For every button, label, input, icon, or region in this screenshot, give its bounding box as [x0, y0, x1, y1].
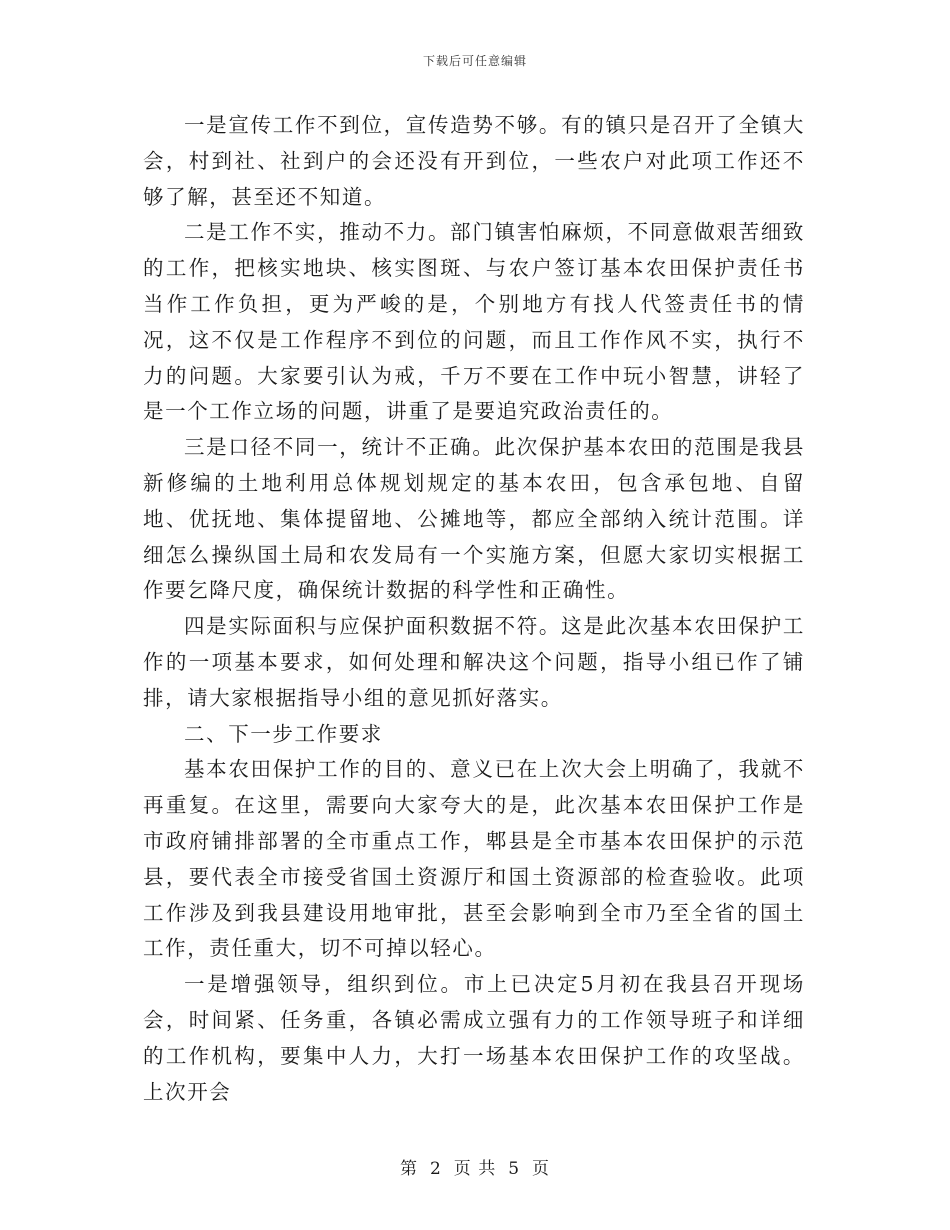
- section-heading: 二、下一步工作要求: [184, 721, 383, 746]
- paragraph: 三是口径不同一，统计不正确。此次保护基本农田的范围是我县新修编的土地利用总体规划规定的基本农田，包含承包地、自留地、优抚地、集体提留地、公摊地等，都应全部纳入统计范围。详细怎么操纵国土局和农发局有一个实施方案，但愿大家切实根据工作要乞降尺度，确保统计数据的科学性和正确性。: [143, 435, 805, 603]
- footer-middle: 页 共: [453, 1159, 497, 1179]
- page-header: 下载后可任意编辑: [422, 54, 527, 68]
- paragraph: 基本农田保护工作的目的、意义已在上次大会上明确了，我就不再重复。在这里，需要向大家夸大的是，此次基本农田保护工作是市政府铺排部署的全市重点工作，郫县是全市基本农田保护的示范县，要代表全市接受省国土资源厅和国土资源部的检查验收。此项工作涉及到我县建设用地审批，甚至会影响到全市乃至全省的国土工作，责任重大，切不可掉以轻心。: [143, 757, 805, 961]
- footer-prefix: 第: [399, 1159, 418, 1179]
- total-pages-number: 5: [508, 1159, 521, 1179]
- document-body: [143, 108, 805, 1110]
- page-footer: [0, 1154, 950, 1179]
- paragraph: 一是增强领导，组织到位。市上已决定5月初在我县召开现场会，时间紧、任务重，各镇必需成立强有力的工作领导班子和详细的工作机构，要集中人力，大打一场基本农田保护工作的攻坚战。上次开会: [143, 972, 805, 1104]
- footer-suffix: 页: [532, 1159, 551, 1179]
- paragraph: 二是工作不实，推动不力。部门镇害怕麻烦，不同意做艰苦细致的工作，把核实地块、核实图斑、与农户签订基本农田保护责任书当作工作负担，更为严峻的是，个别地方有找人代签责任书的情况，这不仅是工作程序不到位的问题，而且工作作风不实，执行不力的问题。大家要引认为戒，千万不要在工作中玩小智慧，讲轻了是一个工作立场的问题，讲重了是要追究政治责任的。: [143, 220, 805, 424]
- paragraph: 一是宣传工作不到位，宣传造势不够。有的镇只是召开了全镇大会，村到社、社到户的会还没有开到位，一些农户对此项工作还不够了解，甚至还不知道。: [143, 113, 805, 209]
- current-page-number: 2: [429, 1159, 442, 1179]
- paragraph: 四是实际面积与应保护面积数据不符。这是此次基本农田保护工作的一项基本要求，如何处理和解决这个问题，指导小组已作了铺排，请大家根据指导小组的意见抓好落实。: [143, 614, 805, 710]
